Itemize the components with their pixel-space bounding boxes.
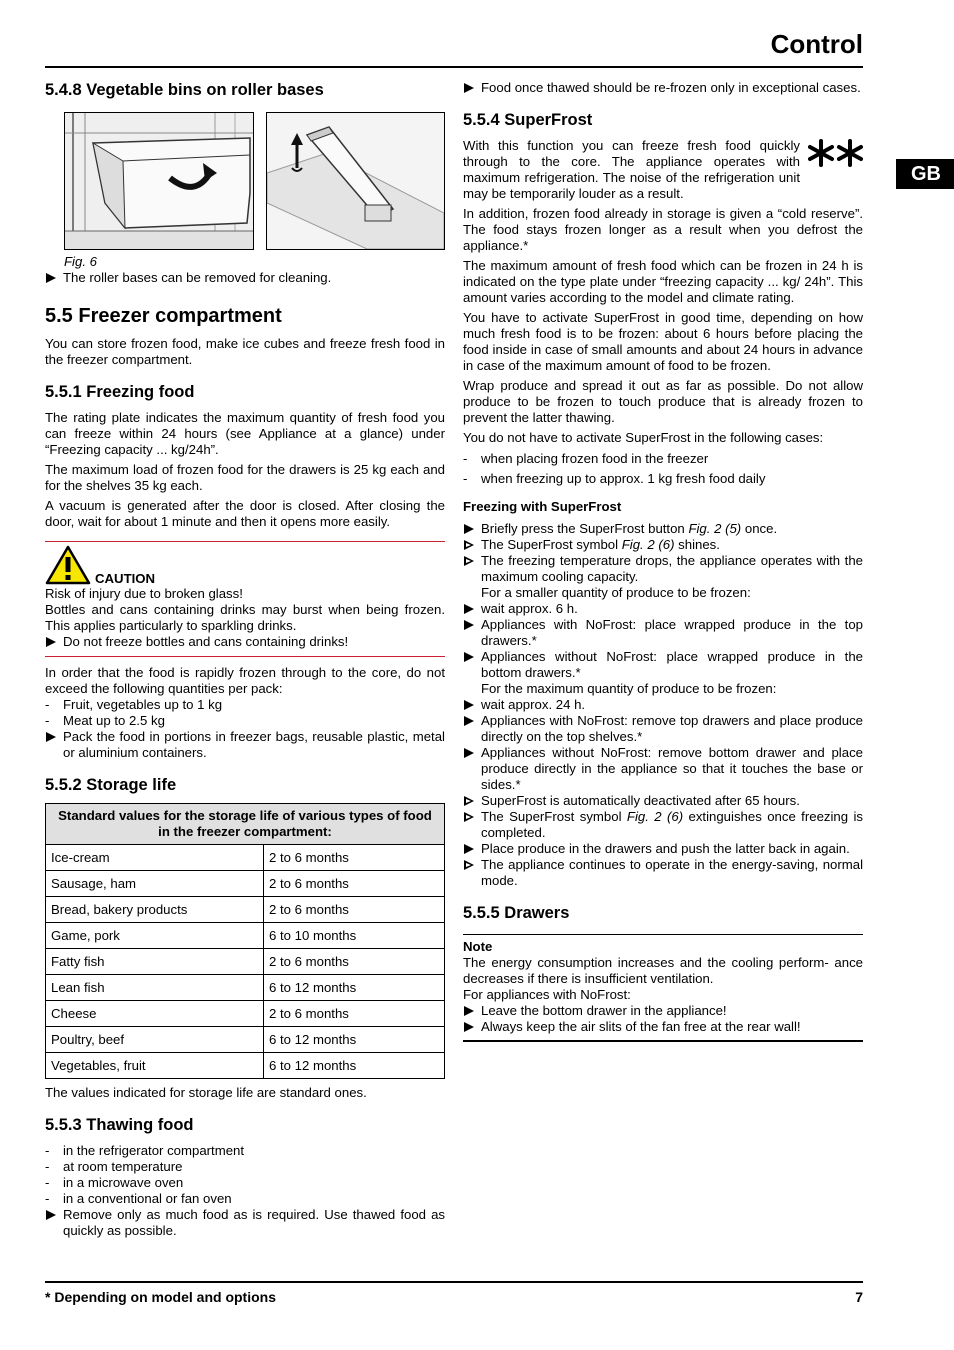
table-row: Sausage, ham 2 to 6 months — [46, 871, 445, 897]
list-item: Do not freeze bottles and cans containing drinks! — [63, 634, 349, 649]
list-item: The SuperFrost symbol Fig. 2 (6) shines. — [481, 537, 720, 552]
list-item: - when freezing up to approx. 1 kg fresh food daily — [463, 471, 766, 486]
list-item: SuperFrost is automatically deactivated after 65 hours. — [481, 793, 800, 808]
paragraph: With this function you can freeze fresh food quickly through to the core. The appliance operates with maximum refrigeration. The noise of the refrigeration unit may be temporarily louder as a result. — [463, 138, 800, 201]
paragraph: You can store frozen food, make ice cubes and freeze fresh food in the freezer compartment. — [45, 336, 445, 367]
list-item: Always keep the air slits of the fan free at the rear wall! — [481, 1019, 801, 1034]
list-item: Food once thawed should be re-frozen only in exceptional cases. — [481, 80, 861, 95]
paragraph: You have to activate SuperFrost in good time, depending on how much fresh food is to be frozen: about 6 hours before placing the food inside in case of small amounts and about 24 hours in advance in case of the maximum amount of food to be frozen. — [463, 310, 863, 373]
left-column — [45, 80, 445, 1239]
table-row: Vegetables, fruit 6 to 12 months — [46, 1053, 445, 1079]
section-5-5-4-title: 5.5.4 SuperFrost — [463, 111, 593, 129]
superfrost-intro — [463, 138, 863, 202]
table-row: Bread, bakery products 2 to 6 months — [46, 897, 445, 923]
page-title: Control — [770, 29, 863, 59]
superfrost-snowflake-icon — [808, 138, 864, 168]
table-row: Cheese 2 to 6 months — [46, 1001, 445, 1027]
paragraph: The maximum load of frozen food for the drawers is 25 kg each and for the shelves 35 kg each. — [45, 462, 445, 493]
note-text: For appliances with NoFrost: — [463, 987, 631, 1002]
paragraph: The values indicated for storage life are standard ones. — [45, 1085, 367, 1100]
table-row: Fatty fish 2 to 6 months — [46, 949, 445, 975]
figure-reference: Fig. 2 (6) — [621, 537, 675, 552]
footer-rule — [45, 1281, 863, 1283]
caution-text: Bottles and cans containing drinks may burst when being frozen. This applies particularly to sparkling drinks. — [45, 602, 445, 633]
list-item: Appliances without NoFrost: remove bottom drawer and place produce directly in the appliance so that it touches the base or sides.* — [481, 745, 863, 792]
table-row: Poultry, beef 6 to 12 months — [46, 1027, 445, 1053]
subsection-title: Freezing with SuperFrost — [463, 499, 622, 514]
figure-6 — [45, 112, 445, 254]
warning-triangle-icon — [45, 545, 91, 585]
paragraph: In order that the food is rapidly frozen through to the core, do not exceed the following quantities per pack: — [45, 665, 445, 696]
list-item: - in a conventional or fan oven — [45, 1191, 232, 1206]
list-item: - in the refrigerator compartment — [45, 1143, 245, 1158]
caution-header — [45, 542, 445, 586]
paragraph: In addition, frozen food already in storage is given a “cold reserve”. The food stays frozen longer as a result when you defrost the appliance.* — [463, 206, 863, 253]
list-item: Place produce in the drawers and push the latter back in again. — [481, 841, 850, 856]
list-item: The roller bases can be removed for cleaning. — [63, 270, 332, 285]
section-5-5-title: 5.5 Freezer compartment — [45, 305, 282, 327]
list-item: Appliances with NoFrost: place wrapped produce in the top drawers.* — [481, 617, 863, 648]
paragraph: A vacuum is generated after the door is closed. After closing the door, wait for about 1 minute and then it opens more easily. — [45, 498, 445, 529]
list-item: Appliances with NoFrost: remove top drawers and place produce directly on the top shelves.* — [481, 713, 863, 744]
table-row: Lean fish 6 to 12 months — [46, 975, 445, 1001]
figure-caption: Fig. 6 — [64, 254, 97, 269]
paragraph: The maximum amount of fresh food which can be frozen in 24 h is indicated on the type plate under “freezing capacity ... kg/ 24h”. This amount varies according to the model and climate rating. — [463, 258, 863, 305]
list-item: - Meat up to 2.5 kg — [45, 713, 165, 728]
list-item: The SuperFrost symbol Fig. 2 (6) extinguishes once freezing is completed. — [481, 809, 864, 840]
section-5-5-1-title: 5.5.1 Freezing food — [45, 383, 195, 401]
storage-life-table — [45, 803, 445, 1079]
vegetable-bin-illustration — [64, 112, 254, 250]
list-item: Appliances without NoFrost: place wrapped produce in the bottom drawers.* For the maximum quantity of produce to be frozen: — [481, 649, 863, 696]
footer-note: * Depending on model and options — [45, 1289, 276, 1305]
list-item: wait approx. 6 h. — [481, 601, 578, 616]
caution-label: CAUTION — [95, 571, 156, 586]
paragraph: You do not have to activate SuperFrost in the following cases: — [463, 430, 824, 445]
table-row: Game, pork 6 to 10 months — [46, 923, 445, 949]
note-text: The energy consumption increases and the cooling perform- ance decreases if there is insufficient ventilation. — [463, 955, 863, 986]
list-item: Briefly press the SuperFrost button Fig. 2 (5) once. — [481, 521, 778, 536]
note-bottom-rule — [463, 1040, 863, 1042]
section-5-4-8-title: 5.4.8 Vegetable bins on roller bases — [45, 81, 324, 99]
figure-reference: Fig. 2 (5) — [688, 521, 742, 536]
caution-text: Risk of injury due to broken glass! — [45, 586, 243, 601]
page-number: 7 — [855, 1289, 863, 1305]
list-item: Pack the food in portions in freezer bags, reusable plastic, metal or aluminium containers. — [63, 729, 445, 760]
table-header: Standard values for the storage life of various types of food in the freezer compartment: — [46, 804, 445, 845]
table-row: Ice-cream 2 to 6 months — [46, 845, 445, 871]
list-item: - at room temperature — [45, 1159, 183, 1174]
list-item: The freezing temperature drops, the appliance operates with the maximum cooling capacity. For a smaller quantity of produce to be frozen: — [481, 553, 863, 600]
note-label: Note — [463, 939, 493, 954]
note-top-rule — [463, 934, 863, 935]
list-item: The appliance continues to operate in the energy-saving, normal mode. — [481, 857, 863, 888]
paragraph: Wrap produce and spread it out as far as possible. Do not allow produce to be frozen to touch produce that is already frozen to prevent the latter thawing. — [463, 378, 863, 425]
section-5-5-2-title: 5.5.2 Storage life — [45, 776, 177, 794]
list-item: - Fruit, vegetables up to 1 kg — [45, 697, 223, 712]
list-item: Leave the bottom drawer in the appliance! — [481, 1003, 727, 1018]
paragraph: The rating plate indicates the maximum quantity of fresh food you can freeze within 24 hours (see Appliance at a glance) under “Freezing capacity ... kg/24h”. — [45, 410, 445, 457]
section-5-5-3-title: 5.5.3 Thawing food — [45, 1116, 194, 1134]
language-tab: GB — [896, 159, 954, 189]
list-item: - when placing frozen food in the freezer — [463, 451, 709, 466]
roller-base-illustration — [266, 112, 445, 250]
right-column — [463, 80, 863, 1042]
list-item: wait approx. 24 h. — [481, 697, 586, 712]
header-rule — [45, 66, 863, 68]
list-item: - in a microwave oven — [45, 1175, 184, 1190]
section-5-5-5-title: 5.5.5 Drawers — [463, 904, 570, 922]
list-item: Remove only as much food as is required. Use thawed food as quickly as possible. — [63, 1207, 445, 1238]
figure-reference: Fig. 2 (6) — [626, 809, 684, 824]
caution-bottom-rule — [45, 656, 445, 657]
